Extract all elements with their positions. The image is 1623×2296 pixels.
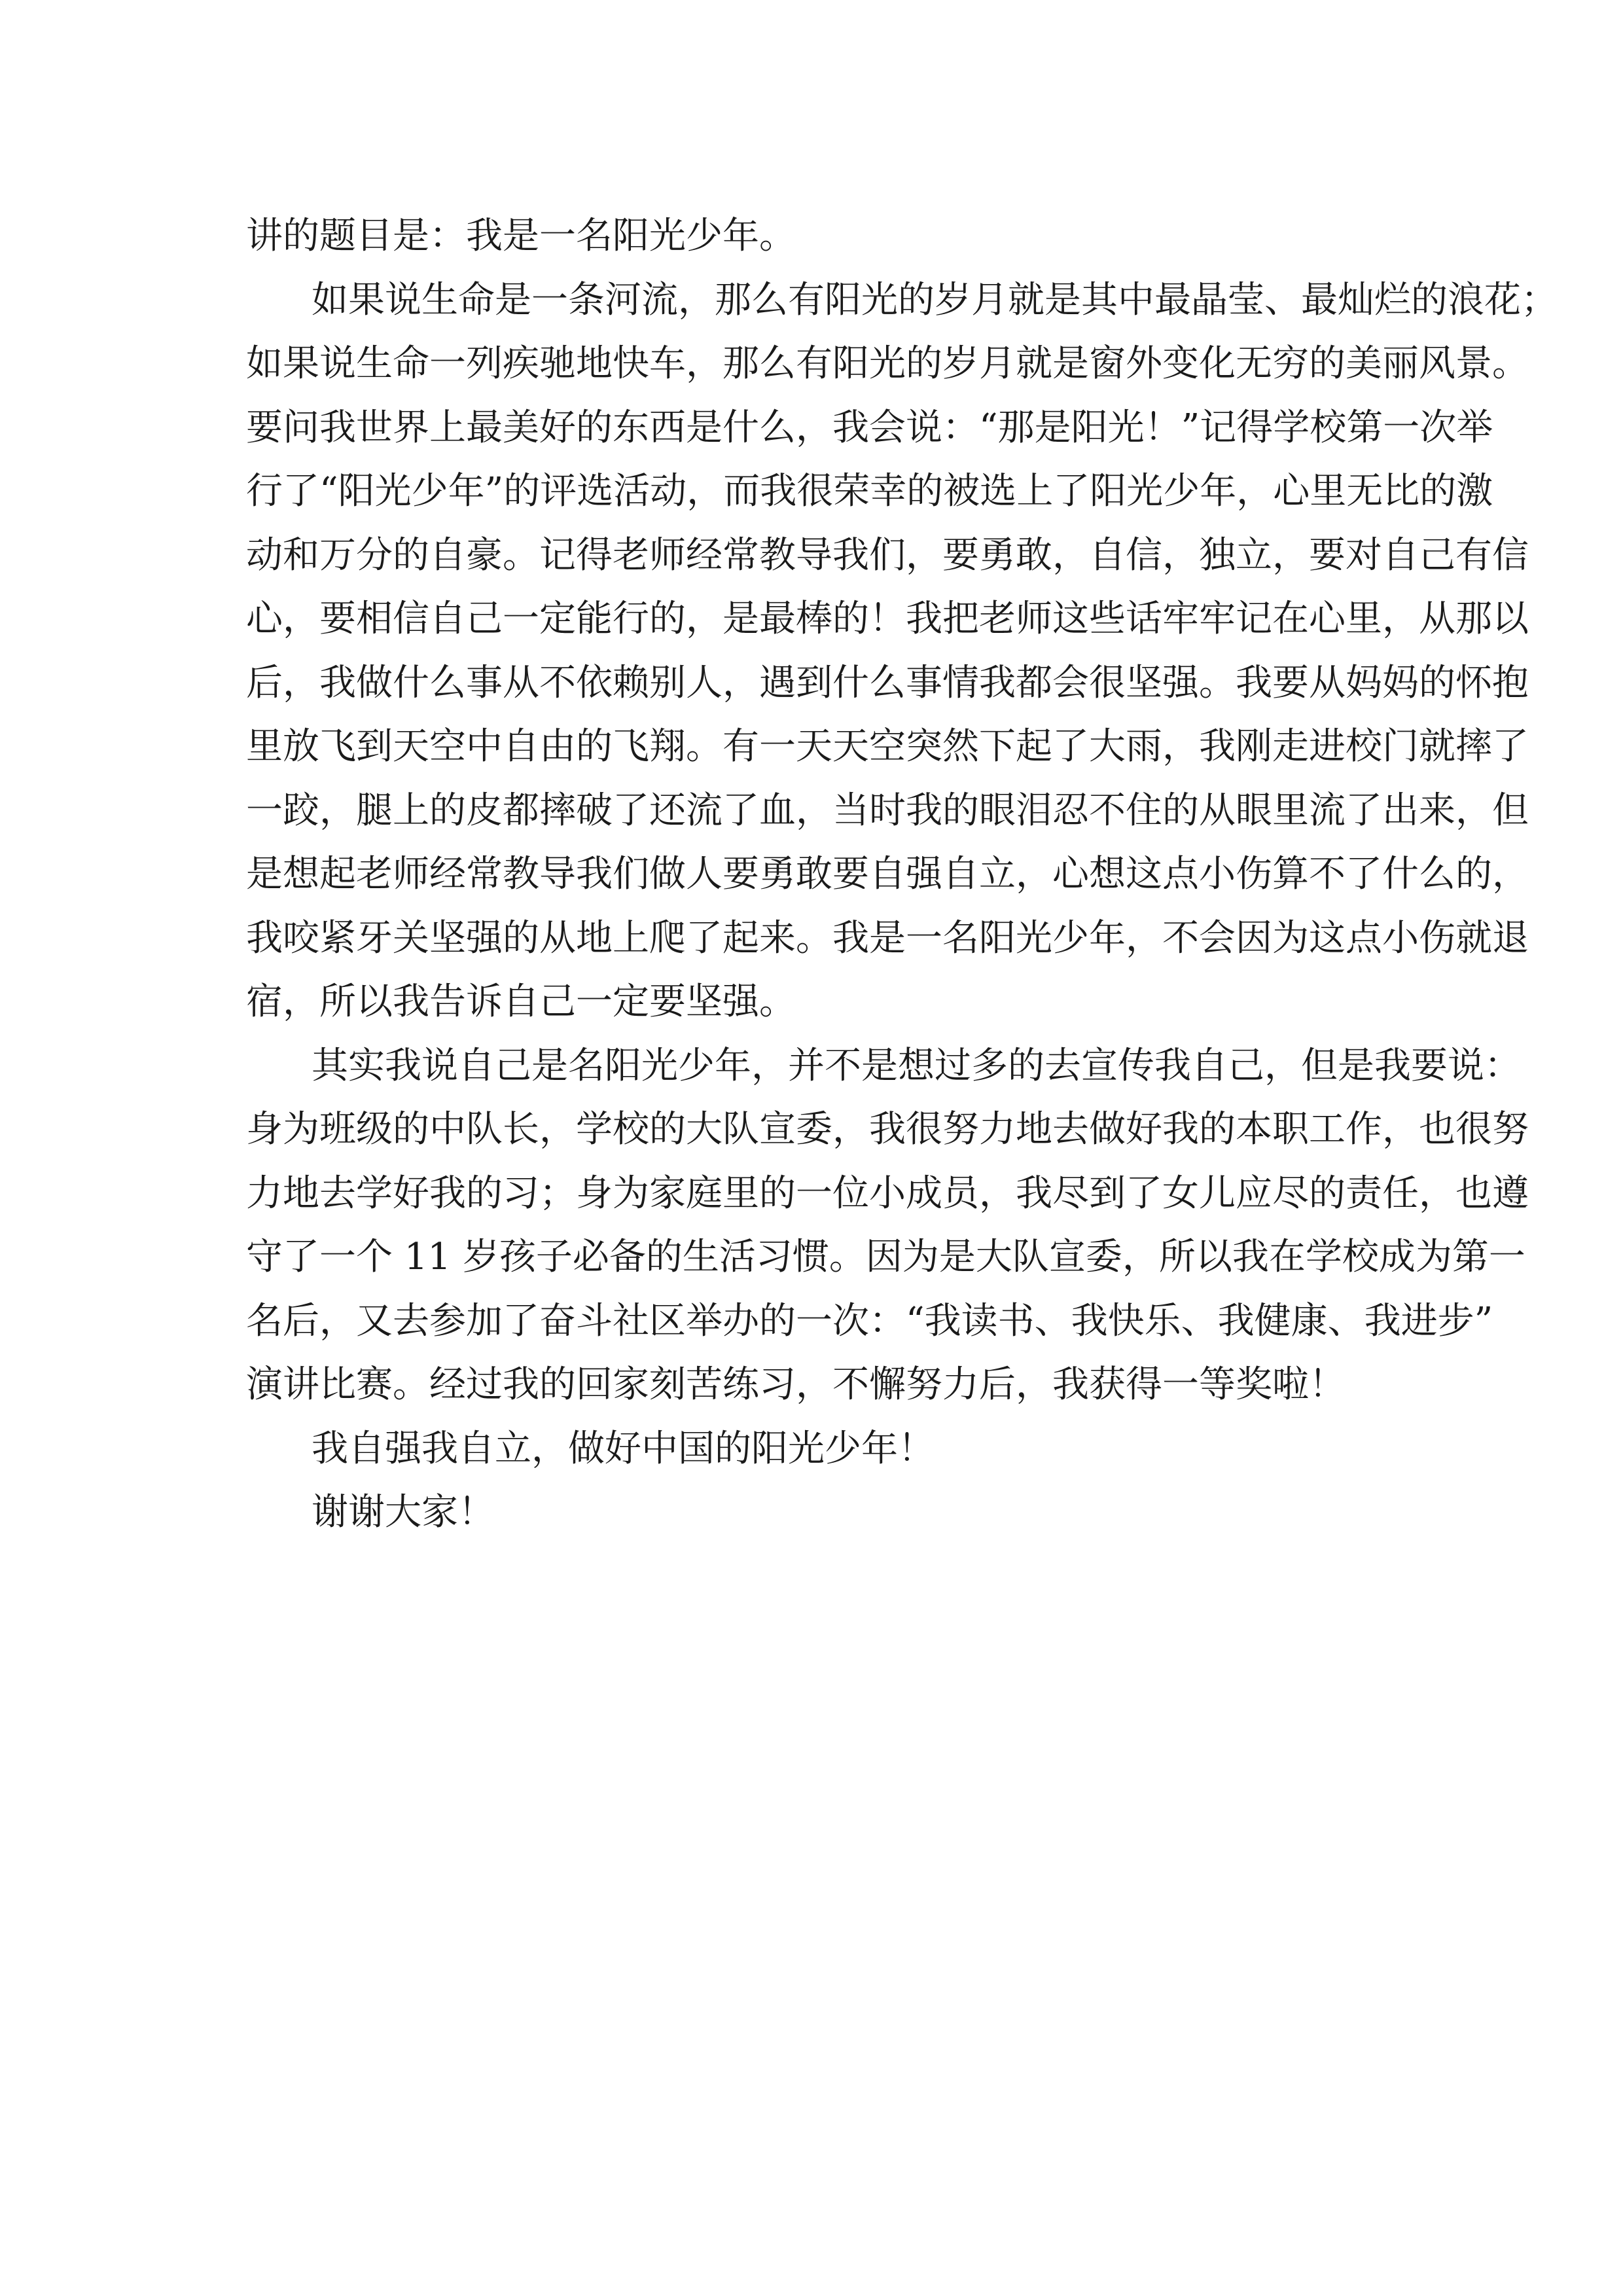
text-line: 宿，所以我告诉自己一定要坚强。 [246, 980, 796, 1023]
text-line: 要问我世界上最美好的东西是什么，我会说：“那是阳光！”记得学校第一次举 [246, 406, 1493, 449]
text-line: 行了“阳光少年”的评选活动，而我很荣幸的被选上了阳光少年，心里无比的激 [246, 470, 1493, 512]
text-line: 讲的题目是：我是一名阳光少年。 [246, 215, 796, 257]
text-line: 力地去学好我的习；身为家庭里的一位小成员，我尽到了女儿应尽的责任，也遵 [246, 1172, 1529, 1215]
text-line: 名后，又去参加了奋斗社区举办的一次：“我读书、我快乐、我健康、我进步” [246, 1299, 1493, 1342]
text-line: 守了一个 11 岁孩子必备的生活习惯。因为是大队宣委，所以我在学校成为第一 [246, 1236, 1525, 1278]
text-line: 是想起老师经常教导我们做人要勇敢要自强自立，心想这点小伤算不了什么的， [246, 853, 1529, 895]
text-line: 后，我做什么事从不依赖别人，遇到什么事情我都会很坚强。我要从妈妈的怀抱 [246, 661, 1529, 704]
speech-body [246, 204, 1558, 1545]
text-line: 身为班级的中队长，学校的大队宣委，我很努力地去做好我的本职工作，也很努 [246, 1108, 1529, 1151]
text-line: 如果说生命一列疾驰地快车，那么有阳光的岁月就是窗外变化无穷的美丽风景。 [246, 342, 1529, 385]
text-line: 其实我说自己是名阳光少年，并不是想过多的去宣传我自己，但是我要说： [312, 1044, 1521, 1087]
text-line: 里放飞到天空中自由的飞翔。有一天天空突然下起了大雨，我刚走进校门就摔了 [246, 725, 1529, 768]
text-line: 我咬紧牙关坚强的从地上爬了起来。我是一名阳光少年，不会因为这点小伤就退 [246, 916, 1529, 960]
text-line: 如果说生命是一条河流，那么有阳光的岁月就是其中最晶莹、最灿烂的浪花； [312, 278, 1558, 321]
text-line: 演讲比赛。经过我的回家刻苦练习，不懈努力后，我获得一等奖啦！ [246, 1363, 1346, 1406]
text-line: 心，要相信自己一定能行的，是最棒的！我把老师这些话牢牢记在心里，从那以 [246, 598, 1529, 640]
text-line: 谢谢大家！ [312, 1491, 495, 1534]
text-line: 动和万分的自豪。记得老师经常教导我们，要勇敢，自信，独立，要对自己有信 [246, 533, 1529, 577]
text-line: 我自强我自立，做好中国的阳光少年！ [312, 1427, 935, 1470]
text-line: 一跤，腿上的皮都摔破了还流了血，当时我的眼泪忍不住的从眼里流了出来，但 [246, 789, 1529, 832]
